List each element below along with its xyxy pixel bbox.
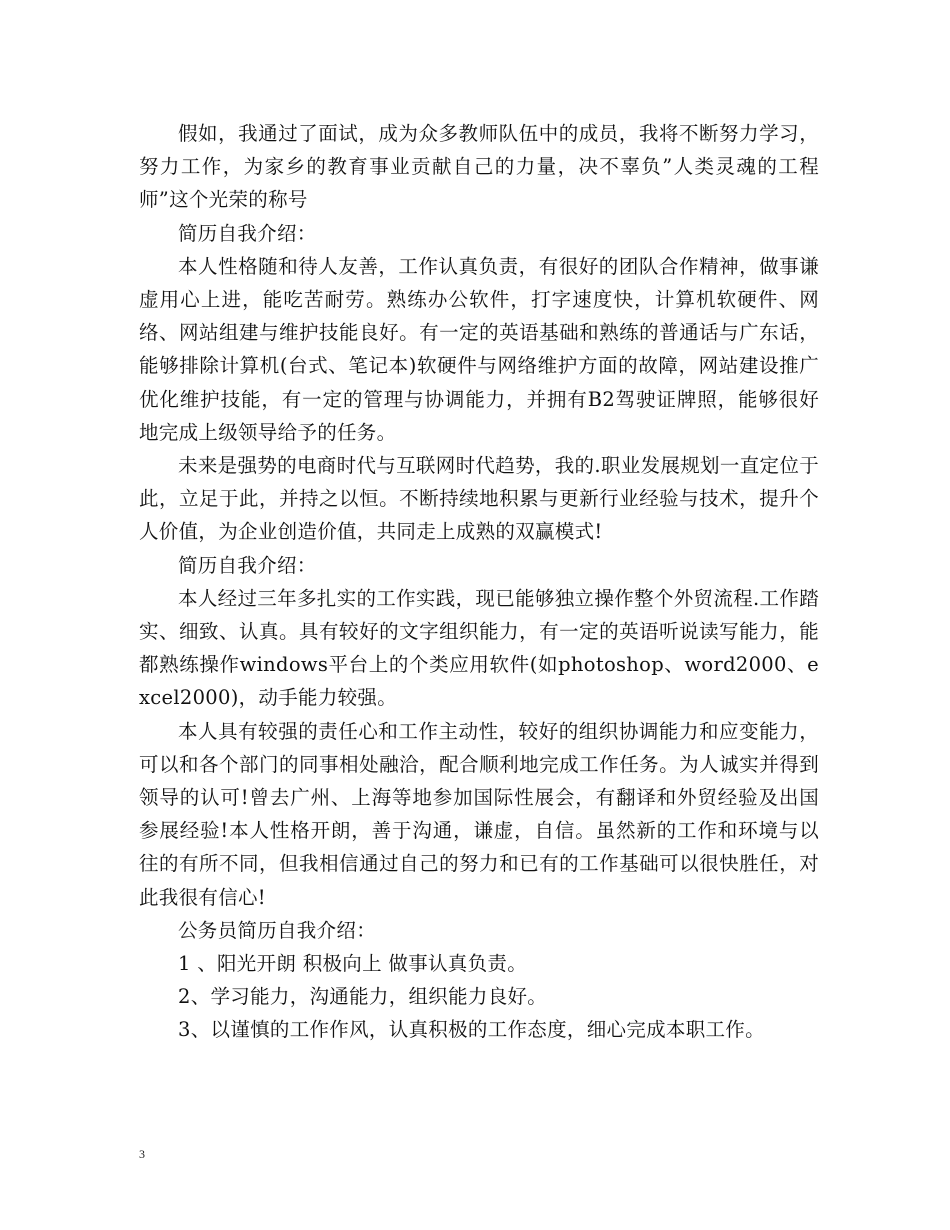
paragraph: 未来是强势的电商时代与互联网时代趋势，我的.职业发展规划一直定位于此，立足于此，并持之以恒。不断持续地积累与更新行业经验与技术，提升个人价值，为企业创造价值，共同走上成熟的双赢模式!: [139, 454, 819, 544]
section-heading: 简历自我介绍：: [178, 553, 317, 577]
section-heading: 公务员简历自我介绍：: [178, 918, 377, 942]
page-number: 3: [139, 1147, 145, 1161]
list-item: 2、学习能力，沟通能力，组织能力良好。: [178, 985, 548, 1009]
paragraph: 本人性格随和待人友善，工作认真负责，有很好的团队合作精神，做事谦虚用心上进，能吃苦耐劳。熟练办公软件，打字速度快，计算机软硬件、网络、网站组建与维护技能良好。有一定的英语基础和熟练的普通话与广东话，能够排除计算机(台式、笔记本)软硬件与网络维护方面的故障，网站建设推广优化维护技能，有一定的管理与协调能力，并拥有B2驾驶证牌照，能够很好地完成上级领导给予的任务。: [139, 254, 819, 444]
list-item: 1 、阳光开朗 积极向上 做事认真负责。: [178, 952, 528, 976]
paragraph: 本人经过三年多扎实的工作实践，现已能够独立操作整个外贸流程.工作踏实、细致、认真。具有较好的文字组织能力，有一定的英语听说读写能力，能都熟练操作windows平台上的个类应用软件(如photoshop、word2000、excel2000)，动手能力较强。: [139, 586, 819, 710]
paragraph: 本人具有较强的责任心和工作主动性，较好的组织协调能力和应变能力，可以和各个部门的同事相处融洽，配合顺利地完成工作任务。为人诚实并得到领导的认可!曾去广州、上海等地参加国际性展会，有翻译和外贸经验及出国参展经验!本人性格开朗，善于沟通，谦虚，自信。虽然新的工作和环境与以往的有所不同，但我相信通过自己的努力和已有的工作基础可以很快胜任，对此我很有信心!: [139, 719, 819, 909]
section-heading: 简历自我介绍：: [178, 221, 317, 245]
list-item: 3、以谨慎的工作作风，认真积极的工作态度，细心完成本职工作。: [178, 1018, 765, 1042]
body-text: [139, 117, 819, 1047]
paragraph: 假如，我通过了面试，成为众多教师队伍中的成员，我将不断努力学习，努力工作，为家乡的教育事业贡献自己的力量，决不辜负”人类灵魂的工程师”这个光荣的称号: [139, 122, 819, 212]
